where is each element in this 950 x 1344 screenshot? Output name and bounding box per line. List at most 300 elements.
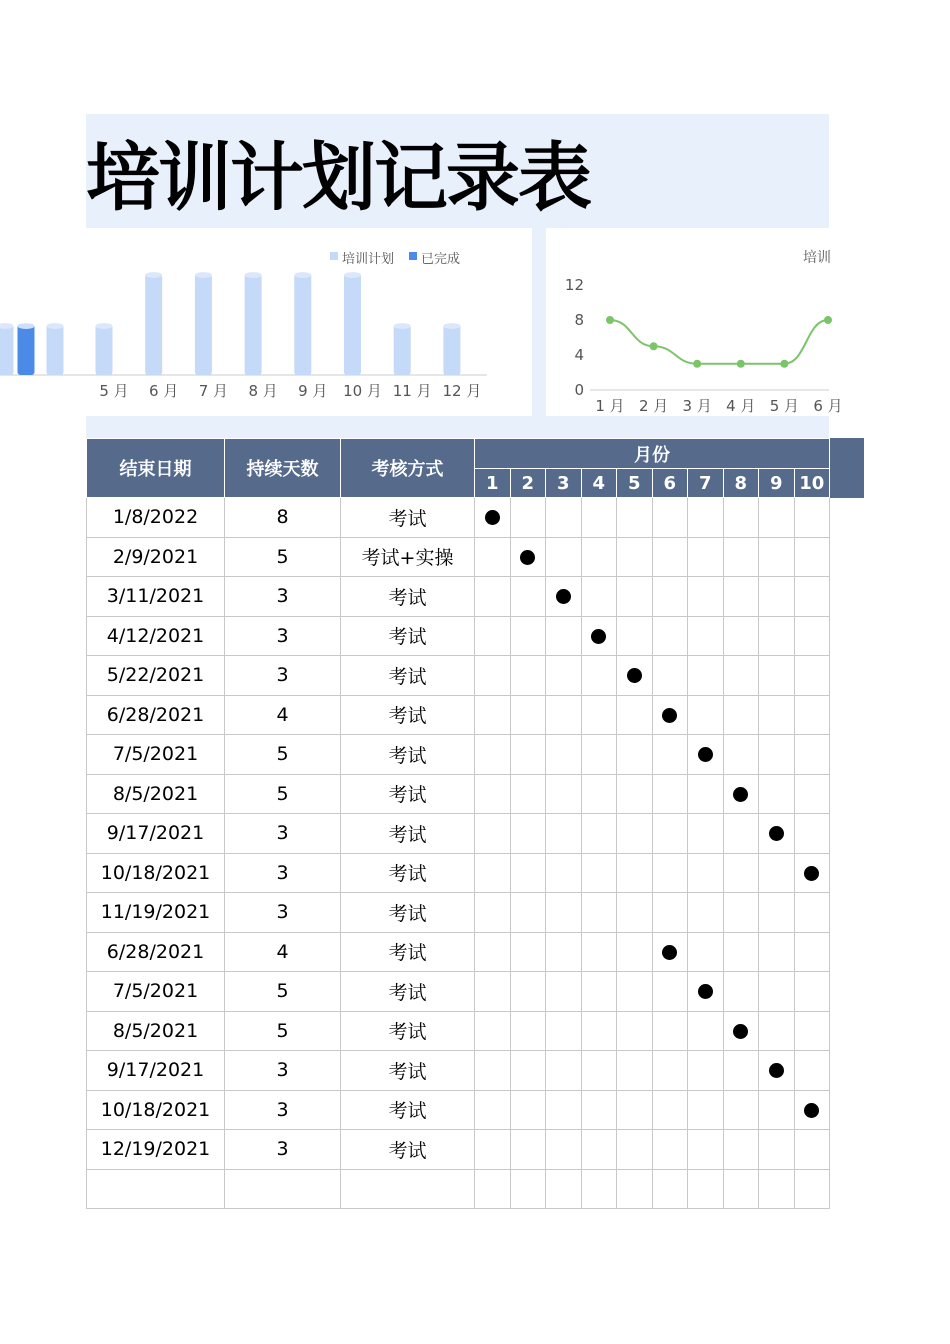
month-cell xyxy=(652,1130,688,1170)
month-cell xyxy=(759,814,795,854)
cell-duration: 3 xyxy=(225,814,341,854)
line-x-tick-label: 6 月 xyxy=(813,397,843,415)
bar-plan-m10-cap xyxy=(344,272,361,278)
month-cell xyxy=(475,932,511,972)
month-cell xyxy=(475,498,511,538)
line-x-tick-label: 4 月 xyxy=(726,397,756,415)
cell-duration: 4 xyxy=(225,695,341,735)
bar-plan-m10 xyxy=(344,273,361,375)
schedule-dot xyxy=(733,787,748,802)
month-cell xyxy=(546,853,582,893)
month-cell xyxy=(794,577,830,617)
month-cell xyxy=(723,1011,759,1051)
month-cell xyxy=(617,932,653,972)
bar-plan-m8 xyxy=(245,273,262,375)
cell-method: 考试 xyxy=(341,972,475,1012)
month-cell xyxy=(794,972,830,1012)
month-cell xyxy=(723,498,759,538)
month-cell xyxy=(546,616,582,656)
month-cell xyxy=(475,1090,511,1130)
month-cell xyxy=(510,537,546,577)
cell-duration: 3 xyxy=(225,577,341,617)
month-cell xyxy=(759,1130,795,1170)
legend-swatch-done xyxy=(409,252,417,260)
line-point xyxy=(780,360,788,368)
x-tick-label: 10 月 xyxy=(343,382,382,400)
cell-method: 考试 xyxy=(341,695,475,735)
line-point xyxy=(693,360,701,368)
line-x-tick-label: 2 月 xyxy=(638,397,669,415)
month-cell xyxy=(617,498,653,538)
month-cell xyxy=(475,774,511,814)
cell-duration: 3 xyxy=(225,1090,341,1130)
month-cell xyxy=(794,814,830,854)
cell-duration: 8 xyxy=(225,498,341,538)
month-cell xyxy=(723,853,759,893)
month-cell xyxy=(652,893,688,933)
legend-swatch-plan xyxy=(330,252,338,260)
month-cell xyxy=(617,616,653,656)
schedule-dot xyxy=(698,747,713,762)
header-end-date: 结束日期 xyxy=(87,439,225,498)
month-cell xyxy=(581,695,617,735)
month-cell xyxy=(688,853,724,893)
month-cell xyxy=(581,814,617,854)
month-cell xyxy=(794,1130,830,1170)
month-cell xyxy=(617,1090,653,1130)
month-cell xyxy=(794,537,830,577)
month-cell xyxy=(510,893,546,933)
cell-method: 考试 xyxy=(341,616,475,656)
month-cell xyxy=(617,774,653,814)
month-cell xyxy=(475,735,511,775)
month-cell xyxy=(688,1011,724,1051)
table-row xyxy=(87,1051,830,1091)
cell-end-date xyxy=(87,1169,225,1209)
bar-done-m2 xyxy=(18,324,35,375)
schedule-dot xyxy=(698,984,713,999)
month-cell xyxy=(688,932,724,972)
month-cell xyxy=(510,577,546,617)
cell-method: 考试 xyxy=(341,577,475,617)
month-cell xyxy=(652,616,688,656)
month-cell xyxy=(581,735,617,775)
legend-label-done: 已完成 xyxy=(421,252,461,267)
schedule-dot xyxy=(627,668,642,683)
cell-method: 考试 xyxy=(341,1090,475,1130)
month-cell xyxy=(581,656,617,696)
month-cell xyxy=(617,1169,653,1209)
x-tick-label: 12 月 xyxy=(442,382,482,400)
month-cell xyxy=(581,932,617,972)
month-cell xyxy=(581,577,617,617)
month-cell xyxy=(759,577,795,617)
cell-method: 考试 xyxy=(341,498,475,538)
month-cell xyxy=(581,616,617,656)
cell-end-date: 3/11/2021 xyxy=(87,577,225,617)
month-cell xyxy=(759,1169,795,1209)
month-cell xyxy=(546,1169,582,1209)
cell-method: 考试 xyxy=(341,814,475,854)
table-row xyxy=(87,1169,830,1209)
month-cell xyxy=(688,814,724,854)
cell-method: 考试 xyxy=(341,853,475,893)
month-cell xyxy=(617,1130,653,1170)
month-cell xyxy=(581,537,617,577)
month-cell xyxy=(546,1090,582,1130)
month-cell xyxy=(617,656,653,696)
month-cell xyxy=(475,1011,511,1051)
month-cell xyxy=(688,537,724,577)
month-cell xyxy=(794,735,830,775)
month-cell xyxy=(794,893,830,933)
month-cell xyxy=(759,537,795,577)
month-cell xyxy=(723,814,759,854)
table-row xyxy=(87,932,830,972)
month-cell xyxy=(617,1051,653,1091)
schedule-dot xyxy=(769,826,784,841)
month-cell xyxy=(759,1051,795,1091)
month-cell xyxy=(581,972,617,1012)
table-row xyxy=(87,774,830,814)
month-cell xyxy=(652,1051,688,1091)
month-cell xyxy=(652,656,688,696)
bar-plan-m8-cap xyxy=(245,272,262,278)
month-cell xyxy=(652,498,688,538)
bar-plan-m6 xyxy=(145,273,162,375)
month-cell xyxy=(617,577,653,617)
cell-end-date: 10/18/2021 xyxy=(87,853,225,893)
x-tick-label: 11 月 xyxy=(392,382,432,400)
month-cell xyxy=(546,577,582,617)
table-row xyxy=(87,695,830,735)
bar-chart-panel xyxy=(0,228,532,416)
month-header-8: 8 xyxy=(723,469,759,498)
line-point xyxy=(606,316,614,324)
bar-plan-m9 xyxy=(294,273,311,375)
schedule-dot xyxy=(769,1063,784,1078)
cell-method: 考试 xyxy=(341,1051,475,1091)
schedule-dot xyxy=(556,589,571,604)
month-cell xyxy=(581,1051,617,1091)
bar-plan-m6-cap xyxy=(145,272,162,278)
training-table xyxy=(86,438,830,1209)
cell-end-date: 7/5/2021 xyxy=(87,972,225,1012)
month-cell xyxy=(652,1011,688,1051)
cell-end-date: 10/18/2021 xyxy=(87,1090,225,1130)
cell-duration: 3 xyxy=(225,853,341,893)
month-cell xyxy=(688,972,724,1012)
month-cell xyxy=(794,498,830,538)
table-row xyxy=(87,537,830,577)
cell-duration: 3 xyxy=(225,1130,341,1170)
month-cell xyxy=(688,498,724,538)
month-header-9: 9 xyxy=(759,469,795,498)
month-cell xyxy=(723,1130,759,1170)
month-cell xyxy=(510,1169,546,1209)
month-cell xyxy=(581,1090,617,1130)
month-cell xyxy=(510,853,546,893)
month-cell xyxy=(581,1130,617,1170)
month-cell xyxy=(688,656,724,696)
table-row xyxy=(87,498,830,538)
cell-end-date: 5/22/2021 xyxy=(87,656,225,696)
month-header-4: 4 xyxy=(581,469,617,498)
month-cell xyxy=(723,1090,759,1130)
month-cell xyxy=(510,1011,546,1051)
month-cell xyxy=(510,774,546,814)
month-cell xyxy=(475,577,511,617)
month-cell xyxy=(688,695,724,735)
month-cell xyxy=(688,577,724,617)
month-cell xyxy=(617,853,653,893)
month-cell xyxy=(617,695,653,735)
cell-method: 考试 xyxy=(341,774,475,814)
month-cell xyxy=(652,1169,688,1209)
month-cell xyxy=(723,1051,759,1091)
line-point xyxy=(650,342,658,350)
cell-method: 考试 xyxy=(341,932,475,972)
month-cell xyxy=(546,695,582,735)
month-cell xyxy=(688,1051,724,1091)
cell-end-date: 8/5/2021 xyxy=(87,774,225,814)
month-cell xyxy=(510,972,546,1012)
x-tick-label: 7 月 xyxy=(198,382,229,400)
cell-duration: 5 xyxy=(225,774,341,814)
month-cell xyxy=(652,774,688,814)
line-x-tick-label: 1 月 xyxy=(595,397,625,415)
month-cell xyxy=(723,774,759,814)
cell-duration: 5 xyxy=(225,972,341,1012)
bar-plan-m3-cap xyxy=(47,323,64,329)
month-cell xyxy=(546,932,582,972)
month-cell xyxy=(581,893,617,933)
month-cell xyxy=(759,1011,795,1051)
month-cell xyxy=(581,1169,617,1209)
legend-label-plan: 培训计划 xyxy=(342,252,395,267)
y-tick-label: 8 xyxy=(574,311,584,329)
bar-plan-m5-cap xyxy=(96,323,113,329)
line-chart xyxy=(546,228,843,416)
line-chart-panel xyxy=(546,228,843,416)
month-cell xyxy=(723,695,759,735)
cell-duration: 4 xyxy=(225,932,341,972)
month-header-3: 3 xyxy=(546,469,582,498)
month-cell xyxy=(475,695,511,735)
line-chart-title: 培训 xyxy=(803,250,831,266)
month-cell xyxy=(510,1130,546,1170)
cell-end-date: 9/17/2021 xyxy=(87,1051,225,1091)
month-cell xyxy=(759,656,795,696)
cell-end-date: 12/19/2021 xyxy=(87,1130,225,1170)
line-x-tick-label: 5 月 xyxy=(769,397,800,415)
cell-method: 考试 xyxy=(341,656,475,696)
month-cell xyxy=(759,774,795,814)
table-row xyxy=(87,1011,830,1051)
month-cell xyxy=(794,656,830,696)
table-row xyxy=(87,616,830,656)
month-header-10: 10 xyxy=(794,469,830,498)
month-cell xyxy=(794,853,830,893)
month-cell xyxy=(510,498,546,538)
schedule-dot xyxy=(662,945,677,960)
month-cell xyxy=(510,814,546,854)
month-header-5: 5 xyxy=(617,469,653,498)
header-extension xyxy=(829,438,864,498)
month-cell xyxy=(475,1051,511,1091)
bar-plan-m11-cap xyxy=(394,323,411,329)
y-tick-label: 0 xyxy=(574,381,584,399)
month-header-1: 1 xyxy=(475,469,511,498)
month-cell xyxy=(546,1011,582,1051)
month-cell xyxy=(794,616,830,656)
x-tick-label: 6 月 xyxy=(149,382,179,400)
month-cell xyxy=(759,695,795,735)
month-cell xyxy=(475,537,511,577)
cell-duration: 5 xyxy=(225,1011,341,1051)
bar-chart xyxy=(0,228,532,416)
month-cell xyxy=(759,1090,795,1130)
schedule-dot xyxy=(662,708,677,723)
month-cell xyxy=(759,498,795,538)
month-cell xyxy=(688,1090,724,1130)
month-cell xyxy=(688,893,724,933)
month-cell xyxy=(688,616,724,656)
month-cell xyxy=(546,893,582,933)
bar-plan-m12 xyxy=(443,324,460,375)
month-cell xyxy=(652,577,688,617)
month-cell xyxy=(688,774,724,814)
x-tick-label: 5 月 xyxy=(99,382,129,400)
cell-method: 考试 xyxy=(341,735,475,775)
table-row xyxy=(87,814,830,854)
x-tick-label: 8 月 xyxy=(248,382,278,400)
table-row xyxy=(87,656,830,696)
month-cell xyxy=(510,932,546,972)
month-cell xyxy=(794,932,830,972)
cell-end-date: 1/8/2022 xyxy=(87,498,225,538)
table-row xyxy=(87,853,830,893)
cell-duration: 5 xyxy=(225,537,341,577)
month-cell xyxy=(617,893,653,933)
cell-end-date: 11/19/2021 xyxy=(87,893,225,933)
schedule-dot xyxy=(733,1024,748,1039)
month-cell xyxy=(581,774,617,814)
month-cell xyxy=(475,814,511,854)
month-cell xyxy=(546,814,582,854)
month-cell xyxy=(510,735,546,775)
month-cell xyxy=(759,853,795,893)
schedule-dot xyxy=(804,866,819,881)
bar-plan-m1 xyxy=(0,324,14,375)
cell-end-date: 4/12/2021 xyxy=(87,616,225,656)
month-cell xyxy=(688,1169,724,1209)
cell-method: 考试 xyxy=(341,1011,475,1051)
month-cell xyxy=(759,893,795,933)
schedule-dot xyxy=(485,510,500,525)
month-cell xyxy=(652,735,688,775)
cell-duration xyxy=(225,1169,341,1209)
bar-plan-m12-cap xyxy=(443,323,460,329)
line-series xyxy=(610,320,828,364)
month-cell xyxy=(510,1051,546,1091)
month-cell xyxy=(723,577,759,617)
cell-method: 考试 xyxy=(341,893,475,933)
y-tick-label: 4 xyxy=(574,346,584,364)
month-cell xyxy=(759,932,795,972)
month-cell xyxy=(723,656,759,696)
month-header-2: 2 xyxy=(510,469,546,498)
month-cell xyxy=(475,972,511,1012)
month-cell xyxy=(475,616,511,656)
month-cell xyxy=(546,537,582,577)
cell-method xyxy=(341,1169,475,1209)
month-cell xyxy=(546,1051,582,1091)
month-cell xyxy=(652,853,688,893)
cell-end-date: 9/17/2021 xyxy=(87,814,225,854)
month-cell xyxy=(723,972,759,1012)
line-point xyxy=(824,316,832,324)
header-duration: 持续天数 xyxy=(225,439,341,498)
page-title: 培训计划记录表 xyxy=(86,135,590,221)
month-cell xyxy=(759,616,795,656)
cell-duration: 5 xyxy=(225,735,341,775)
month-cell xyxy=(652,814,688,854)
month-cell xyxy=(617,735,653,775)
month-cell xyxy=(652,1090,688,1130)
bar-plan-m7 xyxy=(195,273,212,375)
month-cell xyxy=(475,853,511,893)
header-months: 月份 xyxy=(475,439,830,469)
month-cell xyxy=(510,616,546,656)
month-cell xyxy=(652,537,688,577)
month-cell xyxy=(652,695,688,735)
month-cell xyxy=(794,1090,830,1130)
month-cell xyxy=(617,814,653,854)
month-cell xyxy=(723,735,759,775)
month-cell xyxy=(510,1090,546,1130)
line-point xyxy=(737,360,745,368)
month-cell xyxy=(475,893,511,933)
month-cell xyxy=(794,1051,830,1091)
month-cell xyxy=(546,972,582,1012)
month-cell xyxy=(723,537,759,577)
month-cell xyxy=(475,1130,511,1170)
y-tick-label: 12 xyxy=(564,276,584,294)
month-cell xyxy=(617,537,653,577)
month-header-6: 6 xyxy=(652,469,688,498)
month-cell xyxy=(723,932,759,972)
month-cell xyxy=(546,656,582,696)
month-cell xyxy=(723,893,759,933)
cell-end-date: 2/9/2021 xyxy=(87,537,225,577)
month-cell xyxy=(794,1011,830,1051)
month-cell xyxy=(652,932,688,972)
month-cell xyxy=(510,695,546,735)
table-row xyxy=(87,1130,830,1170)
month-cell xyxy=(794,1169,830,1209)
bar-plan-m3 xyxy=(47,324,64,375)
month-cell xyxy=(581,853,617,893)
month-header-7: 7 xyxy=(688,469,724,498)
cell-method: 考试 xyxy=(341,1130,475,1170)
schedule-dot xyxy=(591,629,606,644)
cell-duration: 3 xyxy=(225,616,341,656)
month-cell xyxy=(688,1130,724,1170)
cell-duration: 3 xyxy=(225,1051,341,1091)
table-row xyxy=(87,735,830,775)
bar-plan-m5 xyxy=(96,324,113,375)
